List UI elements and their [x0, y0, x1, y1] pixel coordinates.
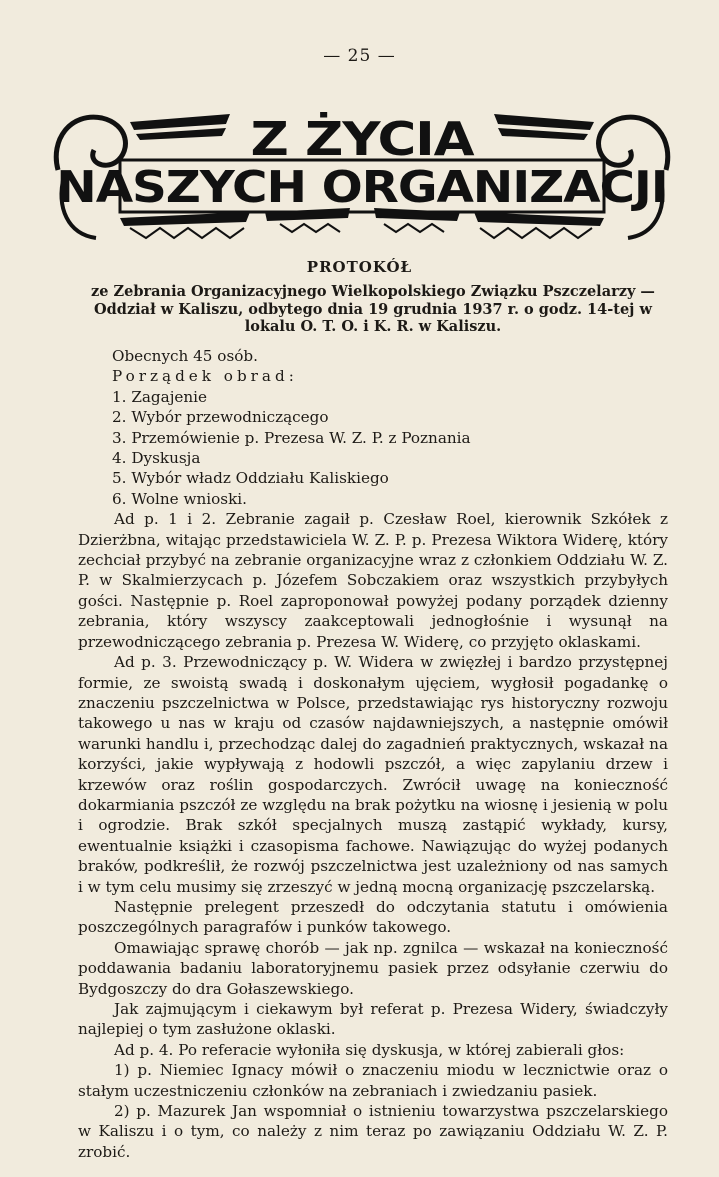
- document-title: PROTOKÓŁ: [306, 258, 413, 276]
- agenda-header: Porządek obrad:: [112, 367, 298, 386]
- paragraph-applause: Jak zajmującym i ciekawym był referat p. Prezesa Widery, świadczyły najlepiej o tym zasłużone oklaski.: [78, 1000, 668, 1039]
- agenda-item: 5. Wybór władz Oddziału Kaliskiego: [112, 469, 389, 488]
- paragraph-ad-1-2: Ad p. 1 i 2. Zebranie zagaił p. Czesław Roel, kierownik Szkółek z Dzierżbna, witając przedstawiciela W. Z. P. p. Prezesa Wiktora Widerę, który zechciał przybyć na zebranie organizacyjne wraz z członkiem Oddziału W. Z. P. w Skalmierzycach p. Józefem Sobczakiem oraz wszystkich przybyłych gości. Następnie p. Roel zaproponował powyżej podany porządek dzienny zebrania, który wszyscy zaakceptowali jednogłośnie i wysunął na przewodniczącego zebrania p. Prezesa W. Widerę, co przyjęto oklaskami.: [78, 510, 668, 651]
- paragraph-speaker-2: 2) p. Mazurek Jan wspomniał o istnieniu towarzystwa pszczelarskiego w Kaliszu i o tym, co należy z nim teraz po zawiązaniu Oddziału W. Z. P. zrobić.: [78, 1102, 668, 1161]
- document-subtitle: ze Zebrania Organizacyjnego Wielkopolskiego Związku Pszczelarzy — Oddział w Kaliszu, odbytego dnia 19 grudnia 1937 r. o godz. 14-tej w lokalu O. T. O. i K. R. w Kaliszu.: [91, 283, 655, 335]
- agenda-item: 2. Wybór przewodniczącego: [112, 408, 329, 427]
- agenda-item: 4. Dyskusja: [112, 449, 201, 468]
- paragraph-statute: Następnie prelegent przeszedł do odczytania statutu i omówienia poszczególnych paragrafów i punków takowego.: [78, 897, 668, 937]
- page-number: — 25 —: [323, 46, 396, 66]
- section-banner: [50, 100, 674, 250]
- agenda-item: 1. Zagajenie: [112, 387, 208, 406]
- document-body: [78, 346, 668, 1162]
- agenda-item: 6. Wolne wnioski.: [112, 489, 247, 508]
- agenda-item: 3. Przemówienie p. Prezesa W. Z. P. z Poznania: [112, 428, 471, 447]
- attendance-line: Obecnych 45 osób.: [112, 347, 258, 365]
- banner-heading-line1: Z ŻYCIA: [250, 112, 474, 166]
- paragraph-ad-4: Ad p. 4. Po referacie wyłoniła się dyskusja, w której zabierali głos:: [114, 1040, 625, 1059]
- paragraph-ad-3: Ad p. 3. Przewodniczący p. W. Widera w zwięzłej i bardzo przystępnej formie, ze swoistą swadą i doskonałym ujęciem, wygłosił pogadankę o znaczeniu pszczelnictwa w Polsce, przedstawiając rys historyczny rozwoju takowego u nas w kraju od czasów najdawniejszych, a następnie omówił warunki handlu i, przechodząc dalej do zagadnień praktycznych, wskazał na korzyści, jakie wypływają z hodowli pszczół, a więc zapylaniu drzew i krzewów oraz roślin gospodarczych. Zwrócił uwagę na konieczność dokarmiania pszczół ze względu na brak pożytku na wiosnę i jesienią w polu i ogrodzie. Brak szkół specjalnych muszą zastąpić wykłady, kursy, ewentualnie książki i czasopisma fachowe. Nawiązując do wyżej podanych braków, podkreślił, że rozwój pszczelnictwa jest uzależniony od nas samych i w tym celu musimy się zrzeszyć w jedną mocną organizację pszczelarską.: [78, 653, 668, 896]
- banner-heading-line2: NASZYCH ORGANIZACJI: [56, 162, 668, 213]
- paragraph-diseases: Omawiając sprawę chorób — jak np. zgnilca — wskazał na konieczność poddawania badaniu laboratoryjnemu pasiek przez odsyłanie czerwiu do Bydgoszczy do dra Gołaszewskiego.: [78, 938, 668, 998]
- paragraph-speaker-1: 1) p. Niemiec Ignacy mówił o znaczeniu miodu w lecznictwie oraz o stałym uczestniczeniu członków na zebraniach i zwiedzaniu pasiek.: [78, 1061, 668, 1100]
